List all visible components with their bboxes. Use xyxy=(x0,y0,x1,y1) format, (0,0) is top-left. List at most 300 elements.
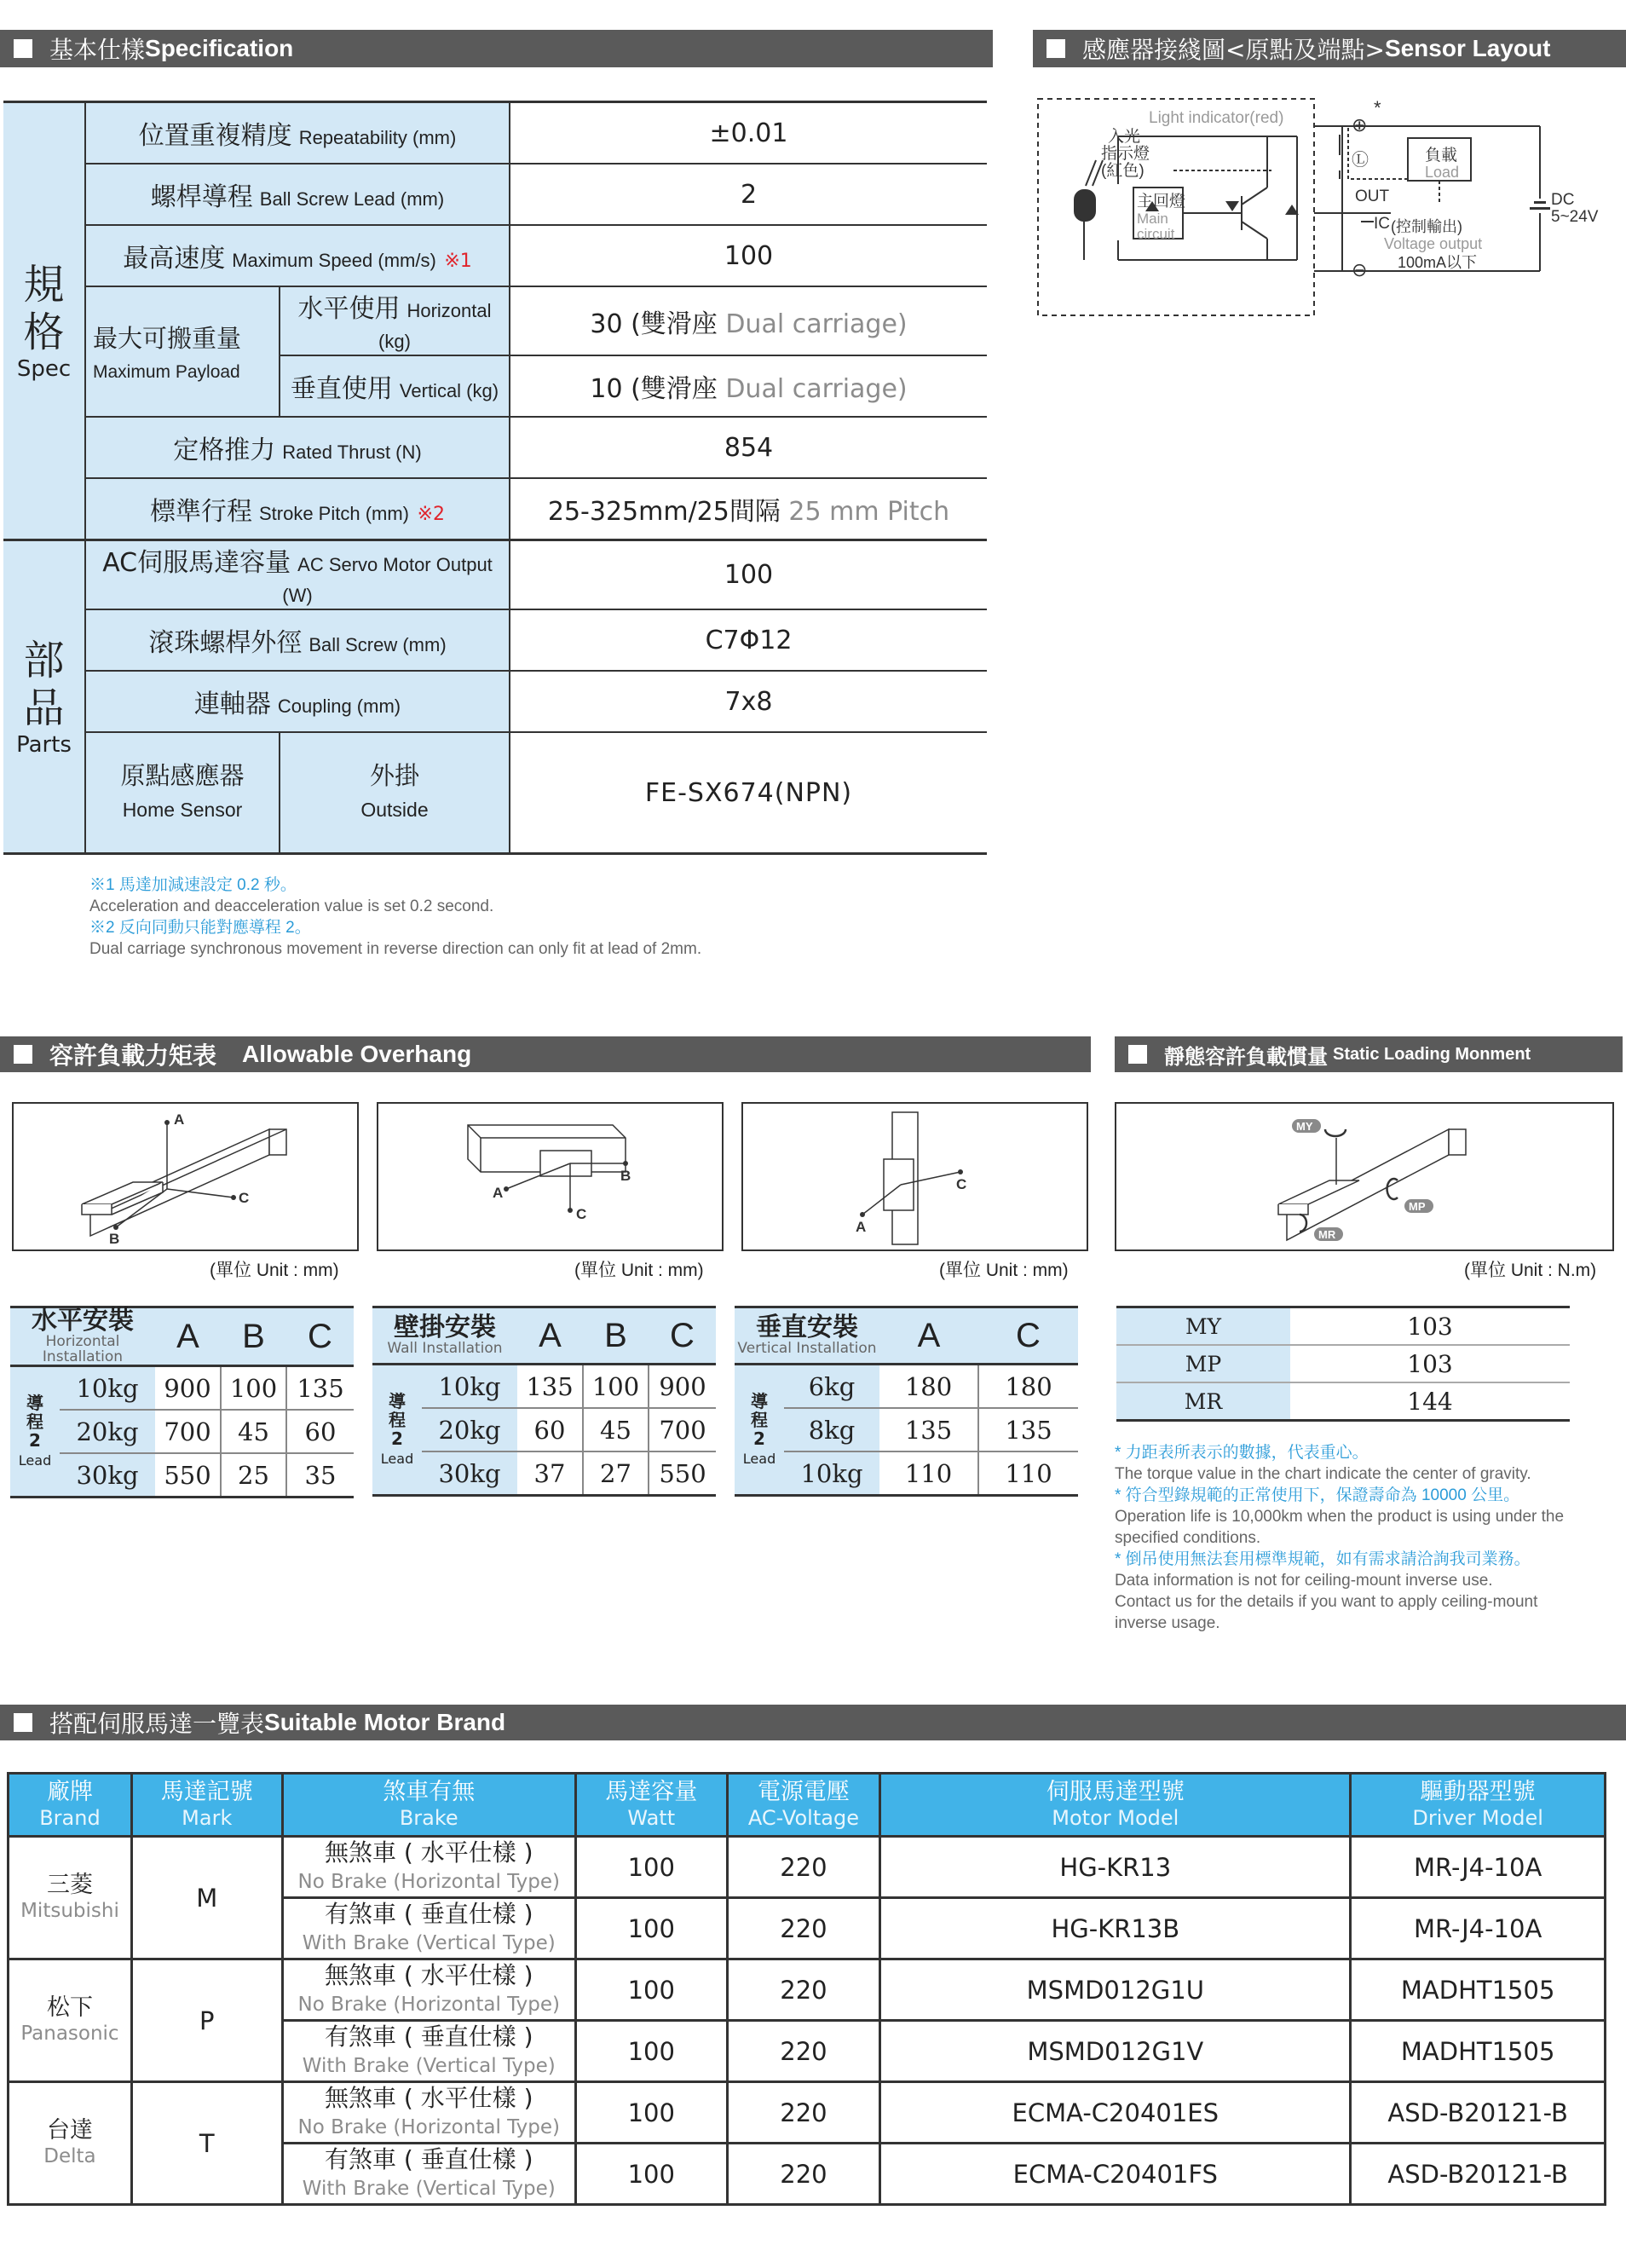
cell-text: 2 xyxy=(391,1428,403,1449)
cell-text: 導 xyxy=(389,1390,406,1411)
cell-text: No Brake (Horizontal Type) xyxy=(297,1993,560,2016)
spec-value: 100 xyxy=(510,225,987,286)
cell-text: 25 xyxy=(221,1453,286,1498)
cell-text: 30kg xyxy=(60,1453,155,1498)
spec-value: ±0.01 xyxy=(510,102,987,164)
cell-text: Parts xyxy=(16,731,72,758)
parts-label xyxy=(85,609,510,671)
cell-text: 110 xyxy=(879,1451,978,1496)
square-bullet-icon xyxy=(14,1713,32,1732)
cell-text: 100 xyxy=(221,1366,286,1411)
cell-text: Ball Screw Lead (mm) xyxy=(259,188,445,210)
cell-text: 有煞車 ( 垂直仕樣 ) xyxy=(324,1899,533,1928)
cell-text: 三菱 xyxy=(46,1871,93,1898)
cell-text: 馬達容量 xyxy=(605,1778,698,1805)
cell-text: MR-J4-10A xyxy=(1351,1837,1606,1898)
cell-text: AC伺服馬達容量 xyxy=(102,548,291,578)
control-output-label: (控制輸出) xyxy=(1391,218,1462,235)
spec-group-en: Spec xyxy=(16,355,72,382)
cell-text: A xyxy=(155,1307,221,1366)
cell-text: No Brake (Horizontal Type) xyxy=(297,2115,560,2138)
cell-text: 220 xyxy=(727,2144,880,2205)
cell-text: MR-J4-10A xyxy=(1351,1898,1606,1959)
cell-text: Mark xyxy=(182,1805,233,1830)
cell-text: Lead xyxy=(380,1450,414,1467)
cell-text: 100 xyxy=(575,2021,727,2082)
sensor-wiring-diagram xyxy=(1033,85,1621,324)
out-label: OUT xyxy=(1355,188,1390,205)
mark-cell: P xyxy=(131,1959,282,2082)
cell-text: Delta xyxy=(43,2144,96,2167)
vertical-diagram-svg xyxy=(743,1104,1087,1249)
cell-text: Brand xyxy=(39,1805,101,1830)
cell-text: 135 xyxy=(978,1408,1078,1451)
main-circuit-en-2: circuit xyxy=(1137,226,1175,242)
cell-text: AC-Voltage xyxy=(747,1805,859,1830)
cell-text: MR xyxy=(1318,1228,1336,1241)
cell-text: 廠牌 xyxy=(46,1778,93,1805)
table-header xyxy=(10,1307,155,1366)
payload-label xyxy=(85,286,280,417)
note-1-zh: ※1 馬達加減速設定 0.2 秒。 xyxy=(89,876,297,894)
cell-text: With Brake (Vertical Type) xyxy=(302,2177,556,2200)
cell-text: 品 xyxy=(23,684,65,732)
static-note: * 倒吊使用無法套用標準規範，如有需求請洽詢我司業務。 xyxy=(1115,1550,1531,1568)
cell-text: 60 xyxy=(517,1408,583,1451)
cell-text: Panasonic xyxy=(20,2022,119,2045)
cell-text: A xyxy=(174,1111,185,1128)
brake-cell xyxy=(282,2144,575,2205)
cell-text: Home Sensor xyxy=(122,799,243,821)
current-label: 100mA以下 xyxy=(1398,254,1478,271)
cell-text: Motor Model xyxy=(1052,1805,1179,1830)
cell-text: 220 xyxy=(727,2082,880,2144)
cell-text: 無煞車 ( 水平仕樣 ) xyxy=(324,1838,533,1867)
horizontal-diagram-svg xyxy=(14,1104,357,1249)
header-brake xyxy=(282,1774,575,1837)
cell-text: 100 xyxy=(575,1837,727,1898)
cell-text: 45 xyxy=(583,1408,649,1451)
brand-cell xyxy=(9,1959,132,2082)
cell-text: 180 xyxy=(879,1365,978,1409)
cell-text: 135 xyxy=(517,1365,583,1409)
spec-row xyxy=(3,102,987,164)
cell-text: C xyxy=(956,1176,967,1192)
cell-text: 30kg xyxy=(422,1451,517,1496)
cell-text: Coupling (mm) xyxy=(277,695,401,717)
unit-label: (單位 Unit : mm) xyxy=(939,1261,1069,1280)
cell-text: 導 xyxy=(26,1392,43,1413)
cell-text: A xyxy=(493,1185,504,1201)
table-row xyxy=(10,1410,354,1453)
brake-cell xyxy=(282,1837,575,1898)
cell-text: No Brake (Horizontal Type) xyxy=(297,1870,560,1893)
cell-text: ※1 xyxy=(444,251,472,272)
cell-text: HG-KR13 xyxy=(880,1837,1351,1898)
table-row xyxy=(1116,1307,1570,1346)
cell-text: MP xyxy=(1116,1345,1290,1382)
cell-text: MY xyxy=(1296,1120,1313,1133)
lead-side-label xyxy=(372,1365,422,1496)
motor-header-row xyxy=(9,1774,1606,1837)
spec-row xyxy=(3,732,987,854)
cell-text: 45 xyxy=(221,1410,286,1453)
square-bullet-icon xyxy=(1047,39,1065,58)
cell-text: Dual carriage) xyxy=(725,374,908,404)
cell-text: 35 xyxy=(286,1453,354,1498)
spec-label xyxy=(85,478,510,540)
cell-text: 550 xyxy=(649,1451,716,1496)
cell-text: Lead xyxy=(742,1450,776,1467)
square-bullet-icon xyxy=(1128,1045,1147,1064)
table-header xyxy=(735,1307,879,1365)
cell-text: 有煞車 ( 垂直仕樣 ) xyxy=(324,2144,533,2173)
cell-text: 位置重複精度 xyxy=(138,121,292,151)
note-2-zh: ※2 反向同動只能對應導程 2。 xyxy=(89,919,311,937)
cell-text: A xyxy=(879,1307,978,1365)
cell-text: 110 xyxy=(978,1451,1078,1496)
cell-text: 最高速度 xyxy=(123,244,226,274)
static-section-header xyxy=(1115,1036,1623,1072)
cell-text: 220 xyxy=(727,2021,880,2082)
spec-table xyxy=(3,101,987,855)
cell-text: A xyxy=(517,1307,583,1365)
cell-text: 壁掛安裝 xyxy=(394,1313,496,1342)
cell-text: 900 xyxy=(649,1365,716,1409)
unit-label: (單位 Unit : N.m) xyxy=(1464,1261,1597,1280)
cell-text: 550 xyxy=(155,1453,221,1498)
table-row xyxy=(9,1959,1606,2021)
cell-text: 220 xyxy=(727,1898,880,1959)
cell-text: 135 xyxy=(286,1366,354,1411)
cell-text: 10kg xyxy=(784,1451,879,1496)
cell-text: 20kg xyxy=(60,1410,155,1453)
cell-text: 100 xyxy=(583,1365,649,1409)
horizontal-overhang-table xyxy=(10,1306,354,1498)
static-notes xyxy=(1115,1442,1617,1634)
table-row xyxy=(372,1408,716,1451)
ic-label: IC xyxy=(1374,215,1390,233)
cell-text: B xyxy=(620,1168,631,1184)
cell-text: 程 xyxy=(389,1409,406,1430)
table-row xyxy=(735,1408,1078,1451)
spec-title-zh: 基本仕樣 xyxy=(49,36,146,64)
home-sensor-value: FE-SX674(NPN) xyxy=(510,732,987,854)
cell-text: 37 xyxy=(517,1451,583,1496)
cell-text: 27 xyxy=(583,1451,649,1496)
cell-text: HG-KR13B xyxy=(880,1898,1351,1959)
spec-label xyxy=(85,225,510,286)
cell-text: 10kg xyxy=(422,1365,517,1409)
overhang-section-header xyxy=(0,1036,1091,1072)
payload-horizontal-value xyxy=(510,286,987,355)
cell-text: 無煞車 ( 水平仕樣 ) xyxy=(324,1960,533,1989)
static-note: The torque value in the chart indicate the center of gravity. xyxy=(1115,1465,1531,1483)
table-row xyxy=(735,1365,1078,1409)
cell-text: Rated Thrust (N) xyxy=(282,441,422,463)
table-header xyxy=(372,1307,517,1365)
table-row xyxy=(1116,1382,1570,1421)
cell-text: 25-325mm/25間隔 xyxy=(547,497,781,527)
cell-text: 2 xyxy=(29,1429,41,1451)
cell-text: 100 xyxy=(575,2082,727,2144)
cell-text: Horizontal Installation xyxy=(42,1333,124,1365)
cell-text: C xyxy=(576,1206,587,1222)
in-light-label-2: 指示燈 xyxy=(1101,145,1150,163)
cell-text: MADHT1505 xyxy=(1351,2021,1606,2082)
sensor-title-zh: 感應器接綫圖<原點及端點> xyxy=(1082,36,1385,64)
static-moment-diagram xyxy=(1115,1102,1614,1251)
cell-text: 馬達記號 xyxy=(160,1778,253,1805)
payload-vertical-value xyxy=(510,355,987,417)
motor-section-header xyxy=(0,1705,1626,1740)
cell-text: 700 xyxy=(649,1408,716,1451)
spec-row xyxy=(3,164,987,225)
horizontal-install-diagram xyxy=(12,1102,359,1251)
cell-text: 定格推力 xyxy=(173,436,276,465)
cell-text: 滾珠螺桿外徑 xyxy=(148,628,303,658)
brand-cell xyxy=(9,2082,132,2205)
cell-text: MADHT1505 xyxy=(1351,1959,1606,2021)
cell-text: 2 xyxy=(753,1428,765,1449)
spec-row xyxy=(3,478,987,540)
cell-text: 垂直使用 xyxy=(290,374,393,404)
wall-install-diagram xyxy=(377,1102,724,1251)
motor-title-zh: 搭配伺服馬達一覽表 xyxy=(49,1710,265,1738)
static-moment-table xyxy=(1116,1306,1570,1422)
cell-text: A xyxy=(856,1219,867,1235)
cell-text: 外掛 xyxy=(369,761,419,790)
cell-text: Lead xyxy=(18,1451,52,1469)
cell-text: 無煞車 ( 水平仕樣 ) xyxy=(324,2083,533,2112)
spec-notes xyxy=(89,874,701,960)
unit-label: (單位 Unit : mm) xyxy=(574,1261,704,1280)
star-mark: * xyxy=(1374,97,1381,118)
spec-group-zh1: 規 xyxy=(23,260,65,309)
cell-text: 驅動器型號 xyxy=(1420,1778,1536,1805)
brake-cell xyxy=(282,2021,575,2082)
payload-horizontal-label xyxy=(280,286,510,355)
cell-text: 103 xyxy=(1290,1345,1570,1382)
table-row xyxy=(9,1837,1606,1898)
cell-text: MP xyxy=(1409,1200,1426,1213)
cell-text: 煞車有無 xyxy=(383,1778,476,1805)
overhang-title-en: Allowable Overhang xyxy=(242,1041,472,1067)
cell-text: ASD-B20121-B xyxy=(1351,2082,1606,2144)
cell-text: ASD-B20121-B xyxy=(1351,2144,1606,2205)
cell-text: 10 (雙滑座 xyxy=(590,374,718,404)
header-mark xyxy=(131,1774,282,1837)
minus-terminal-icon: ⊖ xyxy=(1352,259,1368,280)
cell-text: ECMA-C20401ES xyxy=(880,2082,1351,2144)
cell-text: 100 xyxy=(575,1898,727,1959)
sensor-section-header xyxy=(1033,30,1626,67)
cell-text: MR xyxy=(1116,1382,1290,1421)
note-1-en: Acceleration and deacceleration value is set 0.2 second. xyxy=(89,897,494,915)
cell-text: B xyxy=(221,1307,286,1366)
cell-text: 700 xyxy=(155,1410,221,1453)
cell-text: 有煞車 ( 垂直仕樣 ) xyxy=(324,2022,533,2051)
brake-cell xyxy=(282,2082,575,2144)
sensor-title-en: Sensor Layout xyxy=(1384,35,1551,61)
cell-text: With Brake (Vertical Type) xyxy=(302,2054,556,2077)
main-circuit-en: Main xyxy=(1137,211,1168,227)
cell-text: 部 xyxy=(23,636,65,684)
parts-group-label xyxy=(3,540,85,854)
static-note: * 力距表所表示的數據，代表重心。 xyxy=(1115,1444,1369,1462)
brake-cell xyxy=(282,1959,575,2021)
header-watt xyxy=(575,1774,727,1837)
header-brand xyxy=(9,1774,132,1837)
cell-text: 100 xyxy=(575,2144,727,2205)
note-2-en: Dual carriage synchronous movement in reverse direction can only fit at lead of 2mm. xyxy=(89,940,702,958)
mark-cell: M xyxy=(131,1837,282,1959)
static-title-en: Static Loading Monment xyxy=(1333,1044,1531,1064)
cell-text: 連軸器 xyxy=(193,690,271,719)
load-label-en: Load xyxy=(1425,164,1460,181)
voltage-output-label: Voltage output xyxy=(1384,235,1483,252)
table-row xyxy=(9,2082,1606,2144)
spec-value xyxy=(510,478,987,540)
cell-text: 螺桿導程 xyxy=(150,182,253,212)
home-sensor-label xyxy=(85,732,280,854)
spec-label xyxy=(85,102,510,164)
l-terminal-icon: Ⓛ xyxy=(1352,151,1369,170)
lead-side-label xyxy=(10,1366,60,1498)
cell-text: Maximum Speed (mm/s) xyxy=(232,250,436,271)
spec-group-zh2: 格 xyxy=(23,308,65,356)
payload-vertical-label xyxy=(280,355,510,417)
cell-text: 水平安裝 xyxy=(32,1306,134,1336)
load-label-zh: 負載 xyxy=(1425,147,1458,164)
in-light-label-3: (紅色) xyxy=(1101,162,1145,180)
parts-value: C7Φ12 xyxy=(510,609,987,671)
parts-label xyxy=(85,540,510,610)
light-indicator-label: Light indicator(red) xyxy=(1149,109,1284,127)
unit-label: (單位 Unit : mm) xyxy=(210,1261,339,1280)
cell-text: With Brake (Vertical Type) xyxy=(302,1931,556,1954)
dc-voltage-label: 5~24V xyxy=(1551,208,1599,226)
brake-cell xyxy=(282,1898,575,1959)
motor-title-en: Suitable Motor Brand xyxy=(264,1709,506,1735)
cell-text: B xyxy=(109,1231,120,1247)
home-sensor-sub xyxy=(280,732,510,854)
square-bullet-icon xyxy=(14,39,32,58)
cell-text: 220 xyxy=(727,1837,880,1898)
cell-text: 台達 xyxy=(46,2116,93,2144)
cell-text: C xyxy=(239,1190,250,1206)
spec-row xyxy=(3,417,987,478)
cell-text: Stroke Pitch (mm) xyxy=(258,503,410,524)
spec-group-label xyxy=(3,102,85,540)
cell-text: 伺服馬達型號 xyxy=(1046,1778,1185,1805)
lead-side-label xyxy=(735,1365,784,1496)
wall-diagram-svg xyxy=(378,1104,722,1249)
cell-text: 原點感應器 xyxy=(120,761,245,790)
cell-text: 松下 xyxy=(46,1994,93,2021)
static-note: Contact us for the details if you want to apply ceiling-mount xyxy=(1115,1593,1538,1611)
cell-text: 8kg xyxy=(784,1408,879,1451)
cell-text: Brake xyxy=(399,1805,458,1830)
parts-value: 100 xyxy=(510,540,987,610)
cell-text: Outside xyxy=(360,799,429,821)
cell-text: Vertical (kg) xyxy=(399,380,499,401)
cell-text: MSMD012G1U xyxy=(880,1959,1351,2021)
cell-text: C xyxy=(649,1307,716,1365)
cell-text: Watt xyxy=(627,1805,676,1830)
static-diagram-svg xyxy=(1116,1104,1612,1249)
cell-text: Horizontal (kg) xyxy=(378,300,492,352)
cell-text: 最大可搬重量 xyxy=(93,324,242,353)
cell-text: C xyxy=(978,1307,1078,1365)
static-title-zh: 靜態容許負載慣量 xyxy=(1164,1044,1328,1069)
cell-text: 垂直安裝 xyxy=(756,1313,858,1342)
table-row xyxy=(1116,1345,1570,1382)
vertical-install-diagram xyxy=(741,1102,1088,1251)
mark-cell: T xyxy=(131,2082,282,2205)
cell-text: MY xyxy=(1116,1307,1290,1346)
square-bullet-icon xyxy=(14,1045,32,1064)
cell-text: Maximum Payload xyxy=(93,362,240,382)
static-note: Operation life is 10,000km when the product is using under the xyxy=(1115,1508,1565,1526)
cell-text: Vertical Installation xyxy=(737,1340,877,1357)
spec-row xyxy=(3,609,987,671)
wall-overhang-table xyxy=(372,1306,716,1497)
parts-value: 7x8 xyxy=(510,671,987,732)
cell-text: 100 xyxy=(575,1959,727,2021)
table-row xyxy=(372,1365,716,1409)
cell-text: AC Servo Motor Output (W) xyxy=(282,554,493,606)
cell-text: Wall Installation xyxy=(387,1340,503,1357)
overhang-title-zh: 容許負載力矩表 xyxy=(49,1042,217,1070)
table-row xyxy=(10,1453,354,1498)
cell-text: 6kg xyxy=(784,1365,879,1409)
cell-text: ECMA-C20401FS xyxy=(880,2144,1351,2205)
cell-text: Driver Model xyxy=(1412,1805,1543,1830)
static-note: specified conditions. xyxy=(1115,1529,1261,1547)
cell-text: 25 mm Pitch xyxy=(788,497,950,527)
cell-text: C xyxy=(286,1307,354,1366)
cell-text: Mitsubishi xyxy=(20,1899,119,1922)
cell-text: 導 xyxy=(751,1390,768,1411)
header-motor-model xyxy=(880,1774,1351,1837)
cell-text: 20kg xyxy=(422,1408,517,1451)
in-light-label: 入光 xyxy=(1108,128,1141,146)
cell-text: 135 xyxy=(879,1408,978,1451)
cell-text: Dual carriage) xyxy=(725,309,908,339)
spec-row xyxy=(3,286,987,355)
header-voltage xyxy=(727,1774,880,1837)
cell-text: 水平使用 xyxy=(297,294,401,324)
spec-label xyxy=(85,417,510,478)
cell-text: B xyxy=(583,1307,649,1365)
spec-label xyxy=(85,164,510,225)
static-note: * 符合型錄規範的正常使用下，保證壽命為 10000 公里。 xyxy=(1115,1486,1520,1504)
table-row xyxy=(372,1451,716,1496)
cell-text: 900 xyxy=(155,1366,221,1411)
main-circuit-zh: 主回燈 xyxy=(1137,193,1186,211)
spec-row xyxy=(3,225,987,286)
spec-section-header xyxy=(0,30,993,67)
dc-label: DC xyxy=(1551,191,1575,209)
cell-text: Repeatability (mm) xyxy=(298,127,457,148)
cell-text: 10kg xyxy=(60,1366,155,1411)
cell-text: 30 (雙滑座 xyxy=(590,309,718,339)
cell-text: 程 xyxy=(751,1409,768,1430)
motor-table xyxy=(7,1772,1606,2206)
parts-label xyxy=(85,671,510,732)
brand-cell xyxy=(9,1837,132,1959)
